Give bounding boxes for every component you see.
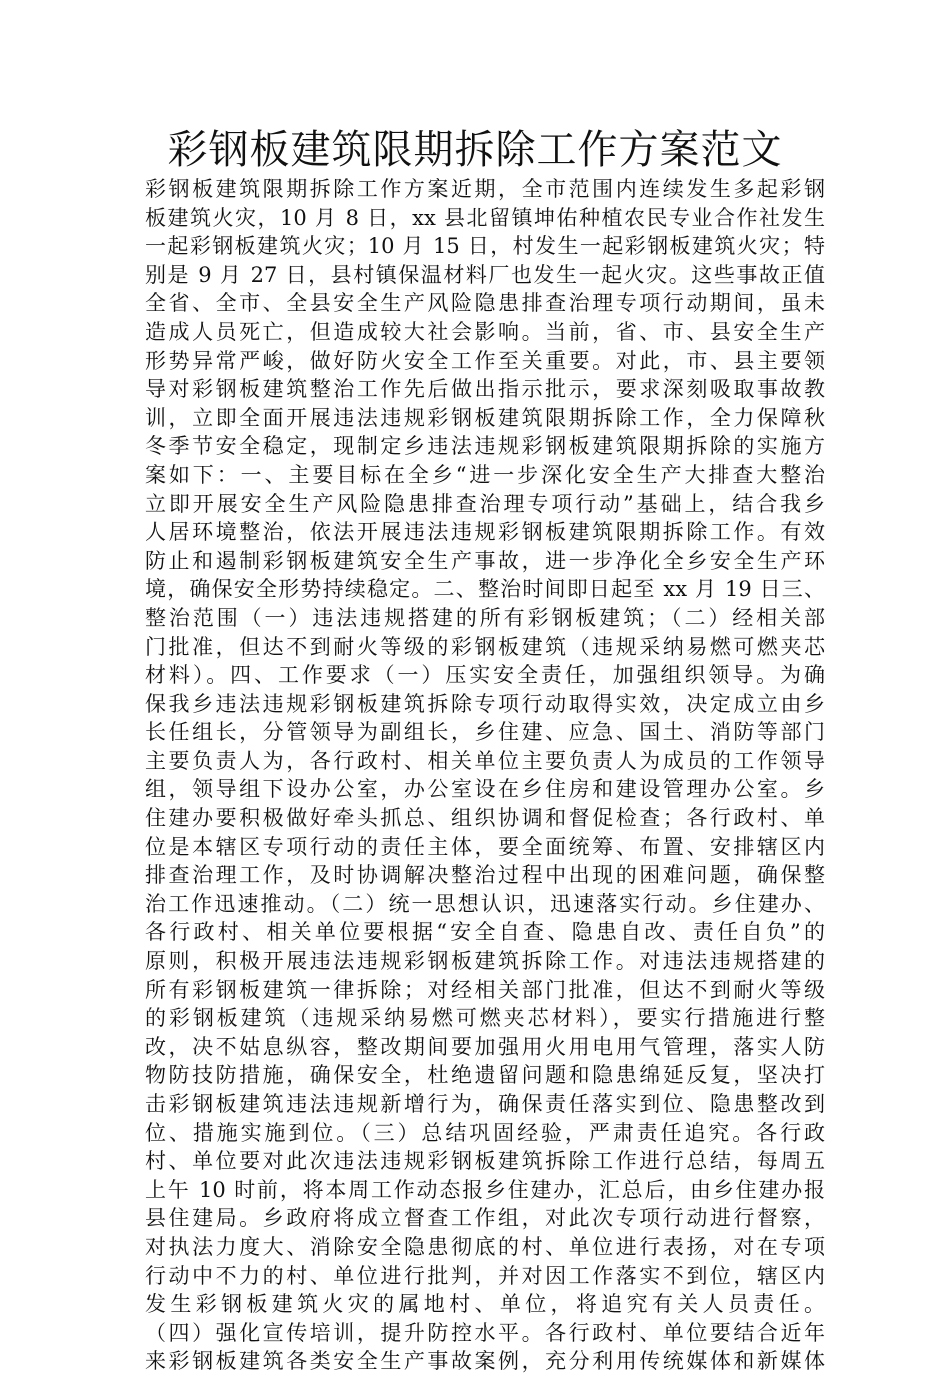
body-line: 别是 9 月 27 日，县村镇保温材料厂也发生一起火灾。这些事故正值 xyxy=(145,262,825,287)
body-line: 位是本辖区专项行动的责任主体，要全面统筹、布置、安排辖区内 xyxy=(145,834,825,859)
body-line: 人居环境整治，依法开展违法违规彩钢板建筑限期拆除工作。有效 xyxy=(145,520,825,545)
body-line: 来彩钢板建筑各类安全生产事故案例，充分利用传统媒体和新媒体 xyxy=(145,1349,825,1374)
body-line: 主要负责人为，各行政村、相关单位主要负责人为成员的工作领导 xyxy=(145,748,825,773)
document-title: 彩钢板建筑限期拆除工作方案范文 xyxy=(167,127,783,173)
body-line: 训，立即全面开展违法违规彩钢板建筑限期拆除工作，全力保障秋 xyxy=(145,405,825,430)
body-line: 门批准，但达不到耐火等级的彩钢板建筑（违规采纳易燃可燃夹芯 xyxy=(145,634,825,659)
document-body xyxy=(145,175,825,1376)
body-line: 导对彩钢板建筑整治工作先后做出指示批示，要求深刻吸取事故教 xyxy=(145,377,825,402)
body-line: 物防技防措施，确保安全，杜绝遗留问题和隐患绵延反复，坚决打 xyxy=(145,1063,825,1088)
body-line: 的彩钢板建筑（违规采纳易燃可燃夹芯材料），要实行措施进行整 xyxy=(145,1006,825,1031)
body-line: 位、措施实施到位。（三）总结巩固经验，严肃责任追究。各行政 xyxy=(145,1120,825,1145)
body-line: 材料）。四、工作要求（一）压实安全责任，加强组织领导。为确 xyxy=(145,663,825,688)
body-line: 整治范围（一）违法违规搭建的所有彩钢板建筑；（二）经相关部 xyxy=(145,605,825,630)
body-line: 造成人员死亡，但造成较大社会影响。当前，省、市、县安全生产 xyxy=(145,319,825,344)
body-line: 发生彩钢板建筑火灾的属地村、单位，将追究有关人员责任。 xyxy=(145,1292,825,1317)
body-line: 案如下：一、主要目标在全乡“进一步深化安全生产大排查大整治 xyxy=(145,462,825,487)
body-line: 各行政村、相关单位要根据“安全自查、隐患自改、责任自负”的 xyxy=(145,920,825,945)
body-line: 原则，积极开展违法违规彩钢板建筑拆除工作。对违法违规搭建的 xyxy=(145,949,825,974)
body-line: 境，确保安全形势持续稳定。二、整治时间即日起至 xx 月 19 日三、 xyxy=(145,577,825,602)
body-line: 排查治理工作，及时协调解决整治过程中出现的困难问题，确保整 xyxy=(145,863,825,888)
body-line: 全省、全市、全县安全生产风险隐患排查治理专项行动期间，虽未 xyxy=(145,291,825,316)
body-line: 改，决不姑息纵容，整改期间要加强用火用电用气管理，落实人防 xyxy=(145,1034,825,1059)
body-line: 一起彩钢板建筑火灾；10 月 15 日，村发生一起彩钢板建筑火灾；特 xyxy=(145,234,825,259)
body-line: 保我乡违法违规彩钢板建筑拆除专项行动取得实效，决定成立由乡 xyxy=(145,691,825,716)
body-line: 县住建局。乡政府将成立督查工作组，对此次专项行动进行督察， xyxy=(145,1206,825,1231)
body-line: 所有彩钢板建筑一律拆除；对经相关部门批准，但达不到耐火等级 xyxy=(145,977,825,1002)
body-line: 彩钢板建筑限期拆除工作方案近期，全市范围内连续发生多起彩钢 xyxy=(145,177,825,201)
body-line: 长任组长，分管领导为副组长，乡住建、应急、国土、消防等部门 xyxy=(145,720,825,745)
body-line: 防止和遏制彩钢板建筑安全生产事故，进一步净化全乡安全生产环 xyxy=(145,548,825,573)
body-line: 冬季节安全稳定，现制定乡违法违规彩钢板建筑限期拆除的实施方 xyxy=(145,434,825,459)
body-line: 对执法力度大、消除安全隐患彻底的村、单位进行表扬，对在专项 xyxy=(145,1234,825,1259)
body-line: 上午 10 时前，将本周工作动态报乡住建办，汇总后，由乡住建办报 xyxy=(145,1177,825,1202)
body-line: 行动中不力的村、单位进行批判，并对因工作落实不到位，辖区内 xyxy=(145,1263,825,1288)
body-line: 形势异常严峻，做好防火安全工作至关重要。对此，市、县主要领 xyxy=(145,348,825,373)
body-line: 立即开展安全生产风险隐患排查治理专项行动”基础上，结合我乡 xyxy=(145,491,825,516)
body-line: 住建办要积极做好牵头抓总、组织协调和督促检查；各行政村、单 xyxy=(145,806,825,831)
body-line: 治工作迅速推动。（二）统一思想认识，迅速落实行动。乡住建办、 xyxy=(145,891,825,916)
body-line: 板建筑火灾，10 月 8 日，xx 县北留镇坤佑种植农民专业合作社发生 xyxy=(145,205,825,230)
body-line: 击彩钢板建筑违法违规新增行为，确保责任落实到位、隐患整改到 xyxy=(145,1092,825,1116)
body-line: （四）强化宣传培训，提升防控水平。各行政村、单位要结合近年 xyxy=(145,1320,825,1345)
body-line: 村、单位要对此次违法违规彩钢板建筑拆除工作进行总结，每周五 xyxy=(145,1149,825,1174)
body-line: 组，领导组下设办公室，办公室设在乡住房和建设管理办公室。乡 xyxy=(145,777,825,802)
